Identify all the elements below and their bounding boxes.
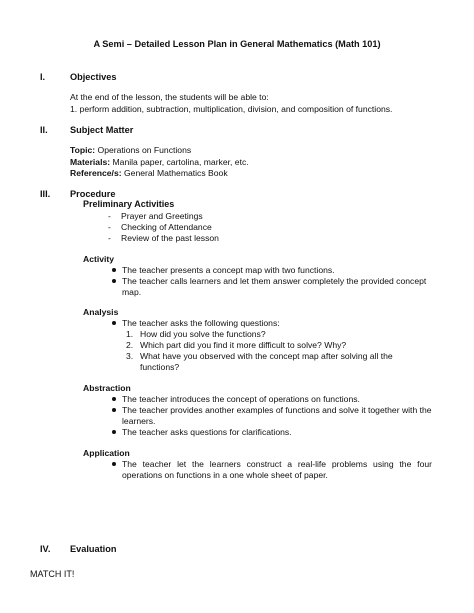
materials-line (70, 157, 249, 167)
section-title: Objectives (70, 72, 117, 82)
document-title: A Semi – Detailed Lesson Plan in General Mathematics (Math 101) (93, 39, 381, 49)
section-evaluation-heading (40, 544, 116, 554)
list-item: - Prayer and Greetings (108, 211, 203, 221)
section-title: Subject Matter (70, 125, 134, 135)
topic-label: Topic: (70, 145, 96, 155)
materials-value: Manila paper, cartolina, marker, etc. (110, 157, 249, 167)
objectives-item: 1. perform addition, subtraction, multiplication, division, and composition of functions. (70, 104, 393, 114)
section-objectives-heading (40, 72, 116, 82)
bullet-icon (112, 279, 116, 283)
analysis-heading: Analysis (83, 307, 119, 317)
reference-line (70, 168, 228, 178)
section-procedure-heading (40, 189, 115, 199)
section-number: II. (40, 125, 48, 135)
reference-label: Reference/s: (70, 168, 122, 178)
list-item: - Review of the past lesson (108, 233, 219, 243)
section-subject-matter-heading (40, 125, 133, 135)
application-heading: Application (83, 448, 130, 458)
topic-value: Operations on Functions (95, 145, 192, 155)
topic-line (70, 145, 191, 155)
bullet-icon (112, 462, 116, 466)
materials-label: Materials: (70, 157, 111, 167)
bullet-icon (112, 321, 116, 325)
list-item: - Checking of Attendance (108, 222, 212, 232)
bullet-icon (112, 268, 116, 272)
section-number: I. (40, 72, 46, 82)
section-title: Procedure (70, 189, 116, 199)
section-title: Evaluation (70, 544, 117, 554)
abstraction-heading: Abstraction (83, 383, 131, 393)
activity-heading: Activity (83, 254, 115, 264)
section-number: III. (40, 189, 51, 199)
reference-value: General Mathematics Book (121, 168, 228, 178)
lesson-plan-page: A Semi – Detailed Lesson Plan in General Mathematics (Math 101) I. Objectives At the end of the lesson, the students will be able to: 1. perform addition, subtraction, multiplication, division, and composition of functions. II. Subject Matter Topic: Operations on Functions Materials: Manila paper, cartolina, marker, etc. Reference/s: General Mathematics Book III. Procedure Preliminary Activities - Prayer and Greetings - Checking of Attendance - Review of the past lesson Activity The teacher presents a concept map with two functions. The teacher calls learners and let them answer completely the provided concept map. Analysis The teacher asks the following questions: 1. How did you solve the functions? 2. Which part did you find it more difficult to solve? Why? 3. What have you observed with the concept map after solving all the functions? Abstraction The teacher introduces the concept of operations on functions. The teacher provides another examples of functions and solve it together with the learners. The teacher asks questions for clarifications. Application The teacher let the learners construct a real-life problems using the four operations on functions in a one whole sheet of paper. IV. Evaluation MATCH IT! (0, 0, 474, 613)
bullet-icon (112, 408, 116, 412)
match-it-label: MATCH IT! (30, 569, 75, 579)
bullet-icon (112, 397, 116, 401)
objectives-intro: At the end of the lesson, the students will be able to: (70, 92, 269, 102)
section-number: IV. (40, 544, 51, 554)
preliminary-heading: Preliminary Activities (83, 199, 175, 209)
bullet-icon (112, 430, 116, 434)
